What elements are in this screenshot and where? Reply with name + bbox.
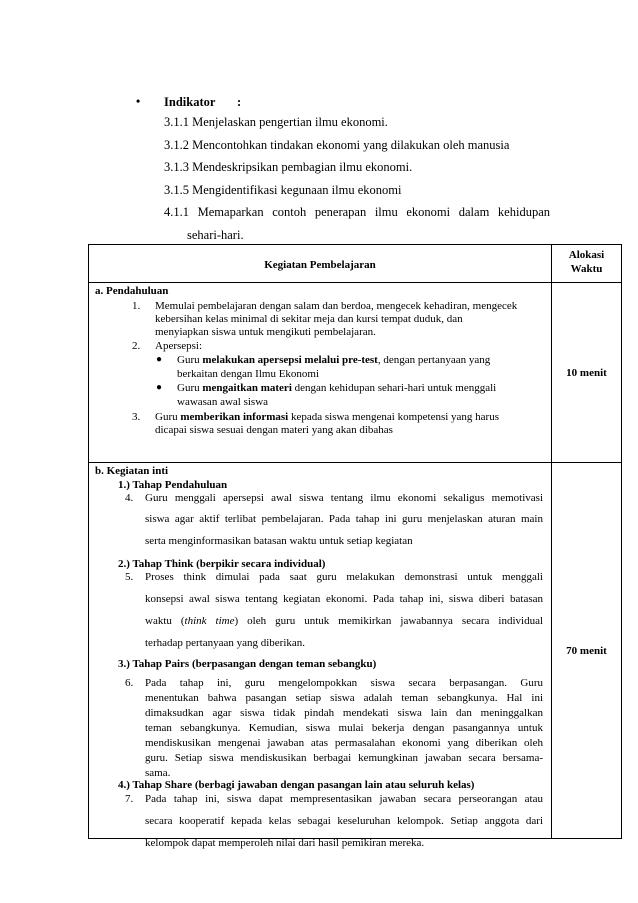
- bullet-item-text: berkaitan dengan Ilmu Ekonomi: [177, 368, 320, 380]
- indicator-item-continuation: sehari-hari.: [187, 228, 244, 242]
- list-item-text: Pada tahap ini, siswa dapat mempresentasikan jawaban secara perseorangan atau: [145, 793, 543, 805]
- list-item-text: dimaksudkan agar siswa tidak pindah mendekati siswa lain dan meninggalkan: [145, 707, 543, 719]
- indicator-label: Indikator: [164, 95, 216, 109]
- list-item-text: Pada tahap ini, guru mengelompokkan siswa secara berpasangan. Guru: [145, 677, 543, 689]
- list-item-text: Proses think dimulai pada saat guru melakukan demonstrasi untuk menggali: [145, 571, 543, 583]
- bullet-icon: •: [136, 94, 141, 108]
- header-alokasi-line1: Alokasi: [568, 249, 605, 261]
- list-item-text: serta menginformasikan batasan waktu untuk setiap kegiatan: [145, 535, 413, 547]
- list-item-text: dicapai siswa sesuai dengan materi yang akan dibahas: [155, 424, 393, 436]
- list-number: 2.: [132, 340, 141, 352]
- header-alokasi-line2: Waktu: [570, 263, 603, 275]
- indicator-item: 4.1.1 Memaparkan contoh penerapan ilmu ekonomi dalam kehidupan: [164, 205, 550, 219]
- list-item-text: Guru memberikan informasi kepada siswa mengenai kompetensi yang harus: [155, 411, 499, 423]
- phase-heading: 2.) Tahap Think (berpikir secara individual): [118, 558, 326, 570]
- section-a-time: 10 menit: [552, 283, 622, 463]
- list-number: 3.: [132, 411, 141, 423]
- list-item-text: sama.: [145, 767, 171, 779]
- table-row-pendahuluan: [89, 283, 622, 463]
- section-a-content: [89, 283, 552, 463]
- list-item-text: Memulai pembelajaran dengan salam dan berdoa, mengecek kehadiran, mengecek: [155, 300, 518, 312]
- phase-heading: 1.) Tahap Pendahuluan: [118, 479, 228, 491]
- indicator-item: 3.1.3 Mendeskripsikan pembagian ilmu ekonomi.: [164, 160, 413, 174]
- list-number: 6.: [125, 677, 134, 689]
- phase-heading: 4.) Tahap Share (berbagi jawaban dengan pasangan lain atau seluruh kelas): [118, 779, 475, 791]
- indicator-item: 3.1.2 Mencontohkan tindakan ekonomi yang dilakukan oleh manusia: [164, 138, 510, 152]
- bullet-item-text: Guru melakukan apersepsi melalui pre-test, dengan pertanyaan yang: [177, 354, 491, 366]
- list-item-text: konsepsi awal siswa tentang kegiatan ekonomi. Pada tahap ini, siswa diberi batasan: [145, 593, 543, 605]
- list-item-text: siswa agar aktif terlibat pembelajaran. Pada tahap ini guru menjelaskan aturan main: [145, 513, 543, 525]
- list-item-text: kelompok dapat memperoleh nilai dari hasil pemikiran mereka.: [145, 837, 425, 849]
- list-item-text: menentukan bahwa pasangan setiap siswa adalah teman sebangkunya. Hal ini: [145, 692, 543, 704]
- bullet-item-text: Guru mengaitkan materi dengan kehidupan sehari-hari untuk menggali: [177, 382, 497, 394]
- list-item-text: waktu (think time) oleh guru untuk memikirkan jawabannya secara individual: [145, 615, 544, 627]
- list-item-text: menyiapkan siswa untuk mengikuti pembelajaran.: [155, 326, 376, 338]
- list-number: 1.: [132, 300, 141, 312]
- list-item-text: kebersihan kelas minimal di sekitar meja dan kursi tempat duduk, dan: [155, 313, 463, 325]
- phase-heading: 3.) Tahap Pairs (berpasangan dengan teman sebangku): [118, 658, 377, 670]
- bullet-icon: ●: [156, 354, 163, 365]
- section-a-title: a. Pendahuluan: [95, 285, 169, 297]
- list-item-text: mendiskusikan mengenai jawaban atas permasalahan ekonomi yang diberikan oleh: [145, 737, 543, 749]
- list-item-text: terhadap pertanyaan yang diberikan.: [145, 637, 306, 649]
- learning-activities-table: [88, 244, 622, 849]
- section-b-title: b. Kegiatan inti: [95, 465, 169, 477]
- list-item-text: guru. Setiap siswa mendiskusikan berbagai kemungkinan jawaban secara bersama-: [145, 752, 543, 764]
- bullet-item-text: wawasan awal siswa: [177, 396, 269, 408]
- list-item-text: Apersepsi:: [155, 340, 203, 352]
- section-b-time: 70 menit: [552, 463, 622, 839]
- list-item-text: teman sebangkunya. Kemudian, siswa mulai bekerja dengan pasangannya untuk: [145, 722, 543, 734]
- list-number: 7.: [125, 793, 134, 805]
- table-row-kegiatan-inti: [89, 463, 622, 839]
- indicator-item: 3.1.5 Mengidentifikasi kegunaan ilmu ekonomi: [164, 183, 402, 197]
- list-item-text: Guru menggali apersepsi awal siswa tentang ilmu ekonomi sekaligus memotivasi: [145, 492, 543, 504]
- list-number: 4.: [125, 492, 134, 504]
- list-item-text: secara kooperatif kepada kelas sebagai keseluruhan kelompok. Setiap anggota dari: [145, 815, 543, 827]
- indicator-item: 3.1.1 Menjelaskan pengertian ilmu ekonomi.: [164, 115, 388, 129]
- bullet-icon: ●: [156, 382, 163, 393]
- header-kegiatan: Kegiatan Pembelajaran: [89, 245, 552, 283]
- list-number: 5.: [125, 571, 134, 583]
- section-b-content: [89, 463, 552, 849]
- header-alokasi: [552, 245, 622, 283]
- indicator-colon: :: [237, 95, 242, 109]
- table-header-row: [89, 245, 622, 283]
